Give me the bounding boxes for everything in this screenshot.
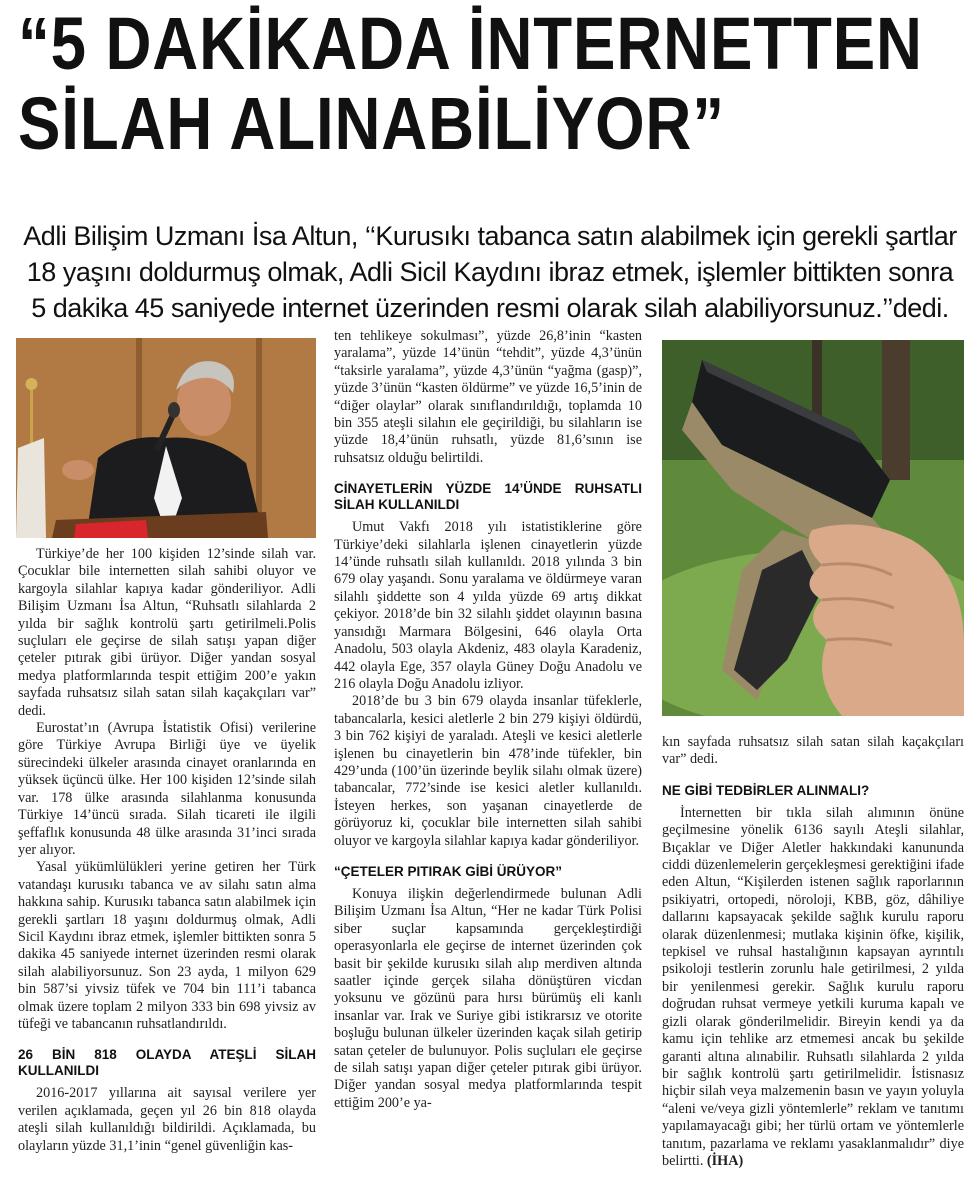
paragraph: 2016-2017 yıllarına ait sayısal verilere yer verilen açıklamada, geçen yıl 26 bin 818 olayda ateşli silah kullanıldığı bildirildi. Açıklamada, bu olayların yüzde 31,1’inin “genel güvenliğin kas- <box>18 1085 316 1154</box>
speaker-photo <box>16 338 316 538</box>
news-agency-source: (İHA) <box>706 1152 744 1169</box>
headline-line-1: “5 DAKİKADA İNTERNETTEN <box>18 2 923 85</box>
headline-line-2: SİLAH ALINABİLİYOR” <box>18 82 725 165</box>
paragraph: Umut Vakfı 2018 yılı istatistiklerine göre Türkiye’deki silahlarla işlenen cinayetlerin yüzde 14’ünde ruhsatlı silah kullanıldı. 2018 yılında 3 bin 679 olay yaşandı. Sonu yaralama ve öldürmeye varan silahlı şiddette son 4 yılda yüzde 69 artış dikkat çekiyor. 2018’de bin 32 silahlı şiddet olayının basına yansıdığı Marmara Bölgesini, 646 olayla Orta Anadolu, 503 olayla Akdeniz, 483 olayla Karadeniz, 442 olayla Ege, 357 olayla Güney Doğu Anadolu ve 216 olayla Doğu Anadolu izliyor. <box>334 519 642 692</box>
handgun-photo <box>662 340 964 716</box>
paragraph: ten tehlikeye sokulması”, yüzde 26,8’inin “kasten yaralama”, yüzde 14’ünün “tehdit”, yüzde 4,3’ünün “taksirle yaralama”, yüzde 4,3’ünün “yağma (gasp)”, yüzde 3’ünün “kasten öldürme” ve yüzde 16,5’inin de “diğer olaylar” olarak sınıflandırıldığı, toplamda 10 bin 355 ateşli silahın ele geçirildiği, bu silahların ise yüzde 18,4’ünün ruhsatlı, yüzde 81,6’sının ise ruhsatsız olduğu belirtildi. <box>334 328 642 466</box>
section-heading: NE GİBİ TEDBİRLER ALINMALI? <box>662 782 870 798</box>
section-heading: CİNAYETLERİN YÜZDE 14’ÜNDE RUHSATLI SİLAH KULLANILDI <box>334 481 642 513</box>
section-heading: 26 BİN 818 OLAYDA ATEŞLİ SİLAH KULLANILDI <box>18 1047 316 1079</box>
paragraph: Türkiye’de her 100 kişiden 12’sinde silah var. Çocuklar bile internetten silah sahibi oluyor ve kargoyla silahlar kapıya kadar gönderiliyor. Adli Bilişim Uzmanı İsa Altun, “Ruhsatlı silahlarda 2 yılda bir sağlık kontrolü şartı getirilmeli.Polis suçluları ele geçirse de silah satışı yapan diğer çeteler pıtırak gibi ürüyor. Diğer yandan sosyal medya platformlarında tespit ettiğim 200’e yakın sayfada ruhsatsız silah satan silah kaçakçıları var” dedi. <box>18 546 316 719</box>
article-column-1 <box>18 546 316 1155</box>
paragraph: Yasal yükümlülükleri yerine getiren her Türk vatandaşı kurusıkı tabanca ve av silahı satın alma hakkına sahip. Kurusıkı tabanca satın alabilmek için gerekli şartları 18 yaşını doldurmuş olmak, Adli Sicil Kaydını ibraz etmek, işlemler bittikten sonra 5 dakika 45 saniyede internet üzerinden resmi olarak silah alabiliyorsunuz. Son 23 ayda, 1 milyon 629 bin 587’si yivsiz tüfek ve 704 bin 111’i tabanca olmak üzere toplam 2 milyon 333 bin 698 yivsiz av tüfeği ve tabancanın ruhsatlandırıldı. <box>18 859 316 1032</box>
handgun-illustration <box>662 340 964 716</box>
article-column-2 <box>334 328 642 1112</box>
paragraph: Konuya ilişkin değerlendirmede bulunan Adli Bilişim Uzmanı İsa Altun, “Her ne kadar Türk Polisi siber suçlar kapsamında gerçekleştirdiği operasyonlarla ele geçirse de internet üzerinden çok basit bir şekilde kurusıkı silah alıp merdiven altında saatler içinde gerçek silaha dönüştüren vicdan yoksunu ve gözünü para hırsı bürümüş eli kanlı insanlar var. Irak ve Suriye gibi istikrarsız ve otorite boşluğu bulunan ülkeler üzerinden kaçak silah getirip satan çeteler de bulunuyor. Polis suçluları ele geçirse de silah satışı yapan diğer çeteler pıtırak gibi ürüyor. Diğer yandan sosyal medya platformlarında tespit ettiğim 200’e ya- <box>334 885 642 1111</box>
paragraph: 2018’de bu 3 bin 679 olayda insanlar tüfeklerle, tabancalarla, kesici aletlerle 2 bin 279 kişiyi öldürdü, 3 bin 762 kişiyi de yaraladı. Ateşli ve kesici aletlerle işlenen bu cinayetlerin bin 478’inde tüfekler, bin 429’unda (100’ün üzerinde beylik silahı olmak üzere) tabancalar, 772’sinde ise kesici aletler kullanıldı. İsteyen herkes, son yaşanan cinayetlerde de görüyoruz ki, çocuklar bile internetten silah sahibi oluyor ve kargoyla silahlar kapıya kadar gönderiliyor. <box>334 693 642 849</box>
paragraph: kın sayfada ruhsatsız silah satan silah kaçakçıları var” dedi. <box>662 734 964 768</box>
paragraph <box>662 805 964 1171</box>
section-heading: “ÇETELER PITIRAK GİBİ ÜRÜYOR” <box>334 863 563 879</box>
headline <box>18 2 923 165</box>
lead-paragraph: Adli Bilişim Uzmanı İsa Altun, ‘‘Kurusıkı tabanca satın alabilmek için gerekli şartlar 18 yaşını doldurmuş olmak, Adli Sicil Kaydını ibraz etmek, işlemler bittikten sonra 5 dakika 45 saniyede internet üzerinden resmi olarak silah alabiliyorsunuz.’’dedi. <box>23 221 957 323</box>
paragraph-text: İnternetten bir tıkla silah alımının önüne geçilmesine yönelik 6136 sayılı Ateşli silahlar, Bıçaklar ve Diğer Aletler hakkındaki kanununda ciddi düzenlemelerin gerçekleşmesi gerektiğini ifade eden Altun, “Kişilerden istenen sağlık raporlarının psikiyatri, ortopedi, nöroloji, KBB, göz, dâhiliye dallarını kapsayacak şekilde sağlık kurulu raporu olarak düzenlenmesi; mutlaka kişinin öfke, kişilik, tepkisel ve ruhsal hastalığının kapsayan ayrıntılı psikoloji testlerin zorunlu hale getirilmesi, 2 yılda bir yenilenmesi gerekir. Sağlık kurulu raporu doğrudan ruhsat vermeye yetkili kuruma kapalı ve gizli olarak gönderilmelidir. Bireyin kendi ya da kamu için tehlike arz etmemesi ancak bu şekilde garanti altına alınabilir. Ruhsatlı silahlarda 2 yılda bir sağlık kontrolü şartı getirilmelidir. İstisnasız hiçbir silah veya malzemenin basın ve yayın yoluyla “aleni ve/veya gizli yöntemlerle” reklam ve tanıtımı yapılamayacağı gibi; her türlü ortam ve yöntemlerle tanıtım, pazarlama ve reklamı yasaklanmalıdır” diye belirtti. <box>662 804 964 1169</box>
article-column-3 <box>662 734 964 1170</box>
paragraph: Eurostat’ın (Avrupa İstatistik Ofisi) verilerine göre Türkiye Avrupa Birliği üye ve üyelik sürecindeki ülkeler arasında cinayet oranlarında en yüksek üçüncü ülke. Her 100 kişiden 12’sinde silah var. 178 ülke arasında silahlanma konusunda Türkiye 14’üncü sırada. Silah ticareti ile ilgili şeffaflık konusunda 48 ülke arasında 31’inci sırada yer alıyor. <box>18 720 316 858</box>
speaker-illustration <box>16 338 316 538</box>
